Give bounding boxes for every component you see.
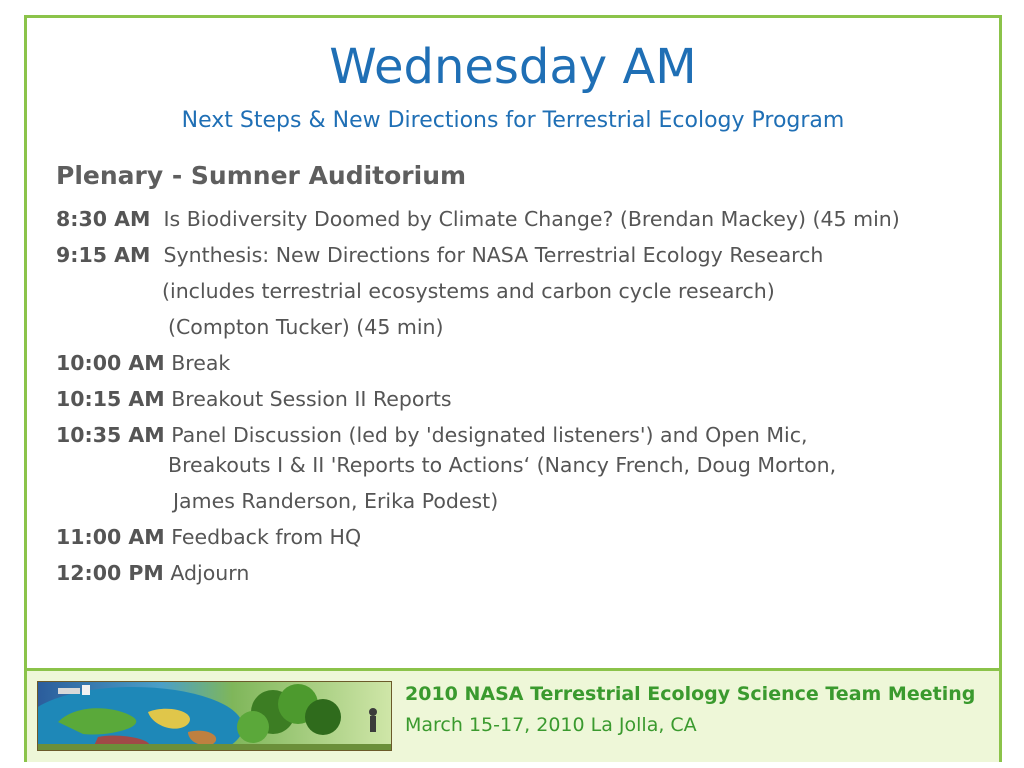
agenda-text: Panel Discussion (led by 'designated listeners') and Open Mic, bbox=[171, 423, 808, 447]
agenda-time: 11:00 AM bbox=[56, 525, 165, 549]
agenda-time: 10:00 AM bbox=[56, 351, 165, 375]
agenda-text: Is Biodiversity Doomed by Climate Change? (Brendan Mackey) (45 min) bbox=[163, 207, 900, 231]
agenda-continuation bbox=[56, 309, 986, 345]
agenda-text: Synthesis: New Directions for NASA Terrestrial Ecology Research bbox=[163, 243, 824, 267]
agenda-text: Adjourn bbox=[170, 561, 250, 585]
agenda-time: 12:00 PM bbox=[56, 561, 164, 585]
agenda-time: 10:15 AM bbox=[56, 387, 165, 411]
agenda-item bbox=[56, 345, 986, 381]
agenda-text: Breakout Session II Reports bbox=[171, 387, 452, 411]
agenda-text: (includes terrestrial ecosystems and carbon cycle research) bbox=[162, 279, 775, 303]
agenda-time: 8:30 AM bbox=[56, 207, 151, 231]
agenda-continuation bbox=[56, 483, 986, 519]
agenda-item bbox=[56, 201, 986, 237]
slide-title: Wednesday AM bbox=[329, 39, 697, 95]
agenda-text: James Randerson, Erika Podest) bbox=[173, 489, 499, 513]
agenda-list bbox=[56, 201, 986, 591]
agenda-continuation bbox=[56, 447, 986, 483]
agenda-text: (Compton Tucker) (45 min) bbox=[168, 315, 444, 339]
agenda-item bbox=[56, 519, 986, 555]
agenda-item bbox=[56, 381, 986, 417]
agenda-text: Break bbox=[171, 351, 231, 375]
agenda-text: Breakouts I & II 'Reports to Actions‘ (Nancy French, Doug Morton, bbox=[168, 453, 837, 477]
earth-forest-banner-image bbox=[37, 681, 392, 751]
slide-subtitle: Next Steps & New Directions for Terrestrial Ecology Program bbox=[181, 108, 845, 133]
agenda-time: 10:35 AM bbox=[56, 423, 165, 447]
agenda-item bbox=[56, 555, 986, 591]
footer-meeting-title: 2010 NASA Terrestrial Ecology Science Team Meeting bbox=[405, 683, 976, 705]
agenda-item bbox=[56, 237, 986, 273]
footer-band bbox=[27, 668, 999, 762]
agenda-text: Feedback from HQ bbox=[171, 525, 362, 549]
slide bbox=[24, 15, 1002, 762]
agenda-item bbox=[56, 417, 986, 447]
section-heading: Plenary - Sumner Auditorium bbox=[56, 161, 467, 190]
footer-date-location: March 15-17, 2010 La Jolla, CA bbox=[405, 714, 697, 736]
agenda-continuation bbox=[56, 273, 986, 309]
agenda-time: 9:15 AM bbox=[56, 243, 151, 267]
